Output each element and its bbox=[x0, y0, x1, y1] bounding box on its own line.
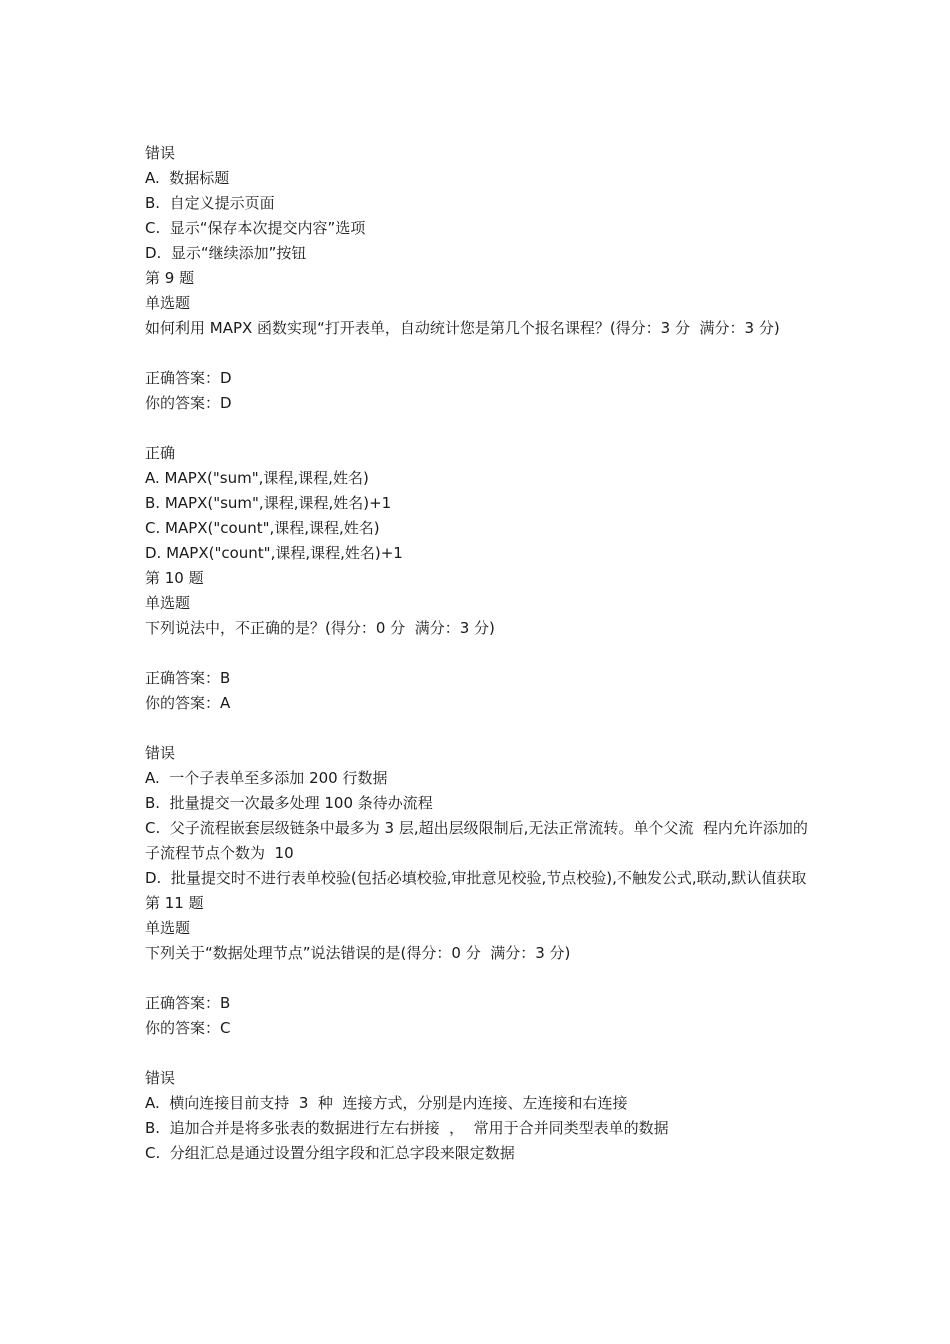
text-line: B. 批量提交一次最多处理 100 条待办流程 bbox=[145, 794, 433, 812]
text-line: 下列关于“数据处理节点”说法错误的是(得分：0 分 满分：3 分) bbox=[145, 944, 571, 962]
text-line: 你的答案：D bbox=[145, 394, 232, 412]
blank-line bbox=[145, 641, 810, 666]
text-line: C. 分组汇总是通过设置分组字段和汇总字段来限定数据 bbox=[145, 1144, 515, 1162]
text-line: C. 显示“保存本次提交内容”选项 bbox=[145, 219, 366, 237]
text-line: A. MAPX("sum",课程,课程,姓名) bbox=[145, 469, 369, 487]
text-line: B. 自定义提示页面 bbox=[145, 194, 275, 212]
text-line: 第 10 题 bbox=[145, 569, 204, 587]
document-page bbox=[145, 141, 810, 1166]
blank-line bbox=[145, 1041, 810, 1066]
text-line: 单选题 bbox=[145, 919, 191, 937]
text-line: 单选题 bbox=[145, 294, 191, 312]
text-line: 正确答案：B bbox=[145, 994, 231, 1012]
text-line: C. MAPX("count",课程,课程,姓名) bbox=[145, 519, 380, 537]
text-line: 你的答案：C bbox=[145, 1019, 231, 1037]
text-line: 错误 bbox=[145, 744, 176, 762]
text-line: 正确答案：B bbox=[145, 669, 231, 687]
text-line: 正确答案：D bbox=[145, 369, 232, 387]
blank-line bbox=[145, 966, 810, 991]
text-line: 如何利用 MAPX 函数实现“打开表单，自动统计您是第几个报名课程？(得分：3 分 满分：3 分) bbox=[145, 319, 780, 337]
text-line: D. 显示“继续添加”按钮 bbox=[145, 244, 307, 262]
text-line: C. 父子流程嵌套层级链条中最多为 3 层,超出层级限制后,无法正常流转。单个父流 程内允许添加的子流程节点个数为 10 bbox=[145, 819, 808, 862]
text-line: 你的答案：A bbox=[145, 694, 231, 712]
text-line: 正确 bbox=[145, 444, 176, 462]
text-line: B. MAPX("sum",课程,课程,姓名)+1 bbox=[145, 494, 392, 512]
text-line: 单选题 bbox=[145, 594, 191, 612]
blank-line bbox=[145, 416, 810, 441]
text-line: 第 9 题 bbox=[145, 269, 195, 287]
blank-line bbox=[145, 341, 810, 366]
text-line: D. MAPX("count",课程,课程,姓名)+1 bbox=[145, 544, 403, 562]
text-line: B. 追加合并是将多张表的数据进行左右拼接 ， 常用于合并同类型表单的数据 bbox=[145, 1119, 669, 1137]
text-line: 错误 bbox=[145, 1069, 176, 1087]
text-line: 下列说法中，不正确的是？(得分：0 分 满分：3 分) bbox=[145, 619, 495, 637]
text-line: 错误 bbox=[145, 144, 176, 162]
text-line: A. 数据标题 bbox=[145, 169, 230, 187]
text-line: A. 一个子表单至多添加 200 行数据 bbox=[145, 769, 388, 787]
text-line: D. 批量提交时不进行表单校验(包括必填校验,审批意见校验,节点校验),不触发公式,联动,默认值获取 bbox=[145, 869, 807, 887]
blank-line bbox=[145, 716, 810, 741]
text-line: 第 11 题 bbox=[145, 894, 204, 912]
text-line: A. 横向连接目前支持 3 种 连接方式，分别是内连接、左连接和右连接 bbox=[145, 1094, 628, 1112]
